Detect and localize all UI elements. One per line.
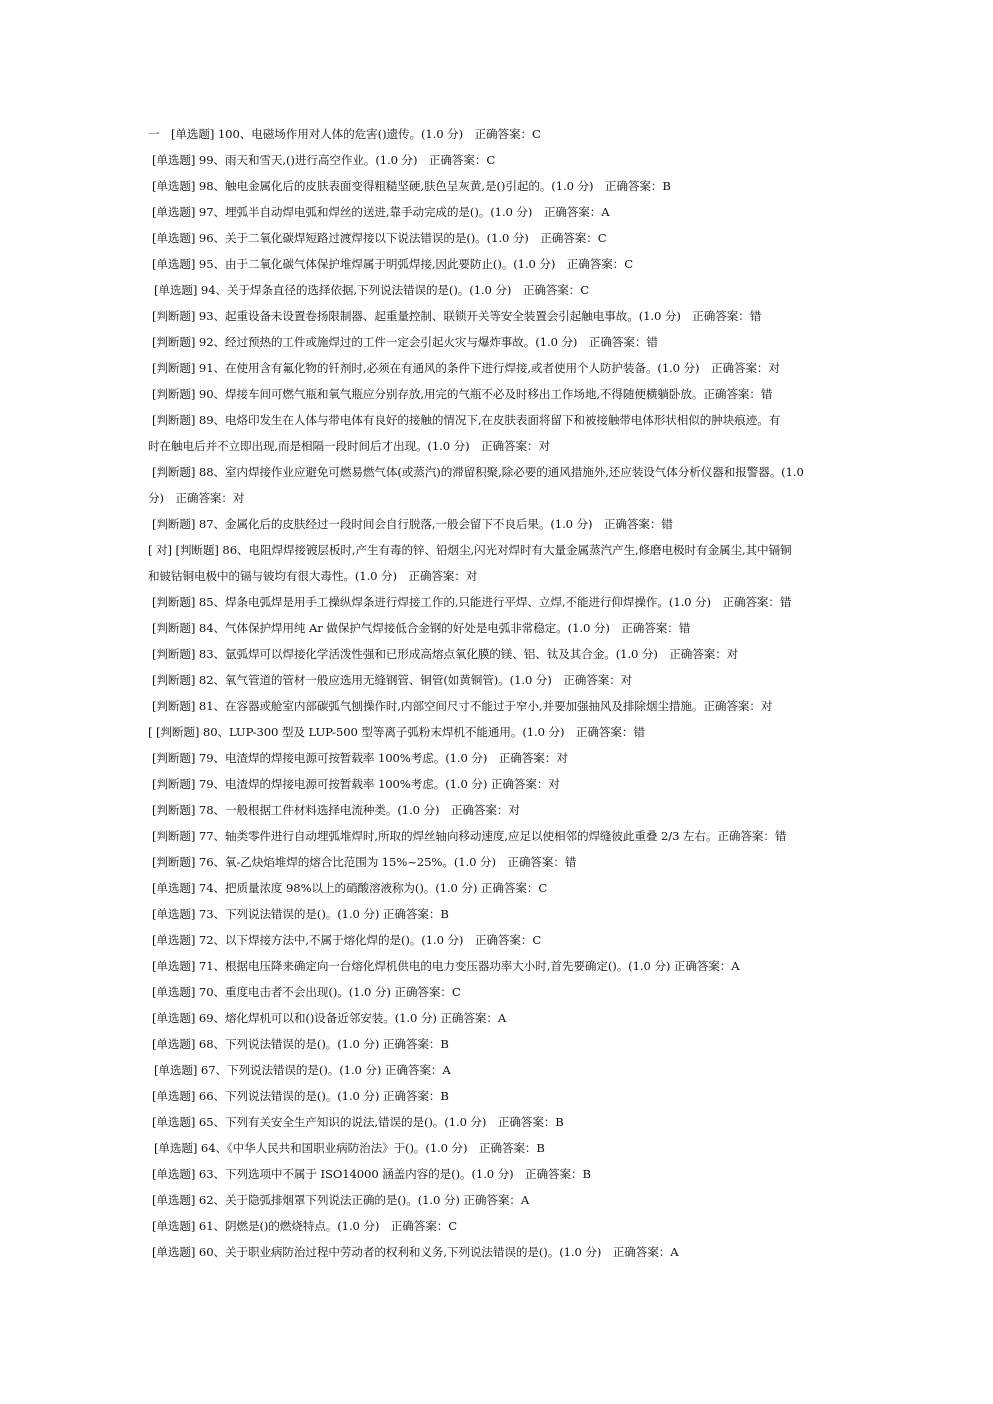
- text-line: [单选题] 64、《中华人民共和国职业病防治法》于()。(1.0 分) 正确答案：B: [154, 1141, 545, 1155]
- text-line: [单选题] 73、下列说法错误的是()。(1.0 分) 正确答案：B: [152, 907, 449, 921]
- text-line: [判断题] 79、电渣焊的焊接电源可按暂载率 100%考虑。(1.0 分) 正确答案：对: [152, 751, 568, 765]
- text-line: 分) 正确答案：对: [148, 491, 245, 505]
- text-line: [单选题] 60、关于职业病防治过程中劳动者的权利和义务,下列说法错误的是()。(1.0 分) 正确答案：A: [152, 1245, 679, 1259]
- text-line: [ [判断题] 80、LUP-300 型及 LUP-500 型等离子弧粉末焊机不能通用。(1.0 分) 正确答案：错: [148, 725, 645, 739]
- text-line: [单选题] 68、下列说法错误的是()。(1.0 分) 正确答案：B: [152, 1037, 449, 1051]
- text-line: [判断题] 92、经过预热的工件或施焊过的工件一定会引起火灾与爆炸事故。(1.0 分) 正确答案：错: [152, 335, 658, 349]
- text-line: [判断题] 87、金属化后的皮肤经过一段时间会自行脱落,一般会留下不良后果。(1.0 分) 正确答案：错: [152, 517, 673, 531]
- text-line: [判断题] 81、在容器或舱室内部碳弧气刨操作时,内部空间尺寸不能过于窄小,并要加强抽风及排除烟尘措施。正确答案：对: [152, 699, 773, 713]
- text-line: [判断题] 93、起重设备未设置卷扬限制器、起重量控制、联锁开关等安全装置会引起触电事故。(1.0 分) 正确答案：错: [152, 309, 762, 323]
- question-list: [148, 121, 860, 1265]
- text-line: [单选题] 65、下列有关安全生产知识的说法,错误的是()。(1.0 分) 正确答案：B: [152, 1115, 564, 1129]
- text-line: [判断题] 88、室内焊接作业应避免可燃易燃气体(或蒸汽)的滞留积聚,除必要的通风措施外,还应装设气体分析仪器和报警器。(1.0: [152, 465, 804, 479]
- text-line: [单选题] 99、雨天和雪天,()进行高空作业。(1.0 分) 正确答案：C: [152, 153, 496, 167]
- text-line: 时在触电后并不立即出现,而是相隔一段时间后才出现。(1.0 分) 正确答案：对: [148, 439, 550, 453]
- text-line: [ 对] [判断题] 86、电阻焊焊接镀层板时,产生有毒的锌、铅烟尘,闪光对焊时有大量金属蒸汽产生,修磨电极时有金属尘,其中镉铜: [148, 543, 792, 557]
- text-line: [判断题] 85、焊条电弧焊是用手工操纵焊条进行焊接工作的,只能进行平焊、立焊,不能进行仰焊操作。(1.0 分) 正确答案：错: [152, 595, 792, 609]
- text-line: [单选题] 96、关于二氧化碳焊短路过渡焊接以下说法错误的是()。(1.0 分) 正确答案：C: [152, 231, 607, 245]
- text-line: [判断题] 82、氧气管道的管材一般应选用无缝钢管、铜管(如黄铜管)。(1.0 分) 正确答案：对: [152, 673, 633, 687]
- text-line: [单选题] 62、关于隐弧排烟罩下列说法正确的是()。(1.0 分) 正确答案：A: [152, 1193, 530, 1207]
- text-line: [判断题] 91、在使用含有氟化物的钎剂时,必须在有通风的条件下进行焊接,或者使用个人防护装备。(1.0 分) 正确答案：对: [152, 361, 780, 375]
- text-line: [单选题] 98、触电金属化后的皮肤表面变得粗糙坚硬,肤色呈灰黄,是()引起的。(1.0 分) 正确答案：B: [152, 179, 671, 193]
- text-line: [判断题] 90、焊接车间可燃气瓶和氧气瓶应分别存放,用完的气瓶不必及时移出工作场地,不得随便横躺卧放。正确答案：错: [152, 387, 773, 401]
- text-line: [单选题] 71、根据电压降来确定向一台熔化焊机供电的电力变压器功率大小时,首先要确定()。(1.0 分) 正确答案：A: [152, 959, 740, 973]
- text-line: [单选题] 67、下列说法错误的是()。(1.0 分) 正确答案：A: [154, 1063, 451, 1077]
- text-line: [单选题] 70、重度电击者不会出现()。(1.0 分) 正确答案：C: [152, 985, 461, 999]
- text-line: 一 [单选题] 100、电磁场作用对人体的危害()遗传。(1.0 分) 正确答案：C: [148, 127, 541, 141]
- text-line: [单选题] 61、阴燃是()的燃烧特点。(1.0 分) 正确答案：C: [152, 1219, 458, 1233]
- text-line: [判断题] 76、氧-乙炔焰堆焊的熔合比范围为 15%~25%。(1.0 分) 正确答案：错: [152, 855, 577, 869]
- text-line: [判断题] 89、电烙印发生在人体与带电体有良好的接触的情况下,在皮肤表面将留下和被接触带电体形状相似的肿块痕迹。有: [152, 413, 781, 427]
- text-line: [判断题] 77、轴类零件进行自动埋弧堆焊时,所取的焊丝轴向移动速度,应足以使相邻的焊缝彼此重叠 2/3 左右。正确答案：错: [152, 829, 787, 843]
- text-line: [单选题] 72、以下焊接方法中,不属于熔化焊的是()。(1.0 分) 正确答案：C: [152, 933, 542, 947]
- text-line: [单选题] 69、熔化焊机可以和()设备近邻安装。(1.0 分) 正确答案：A: [152, 1011, 507, 1025]
- text-line: [单选题] 94、关于焊条直径的选择依据,下列说法错误的是()。(1.0 分) 正确答案：C: [154, 283, 590, 297]
- text-line: [单选题] 95、由于二氧化碳气体保护堆焊属于明弧焊接,因此要防止()。(1.0 分) 正确答案：C: [152, 257, 634, 271]
- text-line: [判断题] 79、电渣焊的焊接电源可按暂载率 100%考虑。(1.0 分) 正确答案：对: [152, 777, 560, 791]
- text-line: [判断题] 78、一般根据工件材料选择电流种类。(1.0 分) 正确答案：对: [152, 803, 520, 817]
- text-line: [判断题] 84、气体保护焊用纯 Ar 做保护气焊接低合金钢的好处是电弧非常稳定。(1.0 分) 正确答案：错: [152, 621, 691, 635]
- text-line: [单选题] 97、埋弧半自动焊电弧和焊丝的送进,靠手动完成的是()。(1.0 分) 正确答案：A: [152, 205, 610, 219]
- text-line: [单选题] 63、下列选项中不属于 ISO14000 涵盖内容的是()。(1.0 分) 正确答案：B: [152, 1167, 591, 1181]
- text-line: 和铍钴铜电极中的镉与铍均有很大毒性。(1.0 分) 正确答案：对: [148, 569, 478, 583]
- text-line: [单选题] 74、把质量浓度 98%以上的硝酸溶液称为()。(1.0 分) 正确答案：C: [152, 881, 548, 895]
- text-line: [判断题] 83、氩弧焊可以焊接化学活泼性强和已形成高熔点氧化膜的镁、铝、钛及其合金。(1.0 分) 正确答案：对: [152, 647, 739, 661]
- text-line: [单选题] 66、下列说法错误的是()。(1.0 分) 正确答案：B: [152, 1089, 449, 1103]
